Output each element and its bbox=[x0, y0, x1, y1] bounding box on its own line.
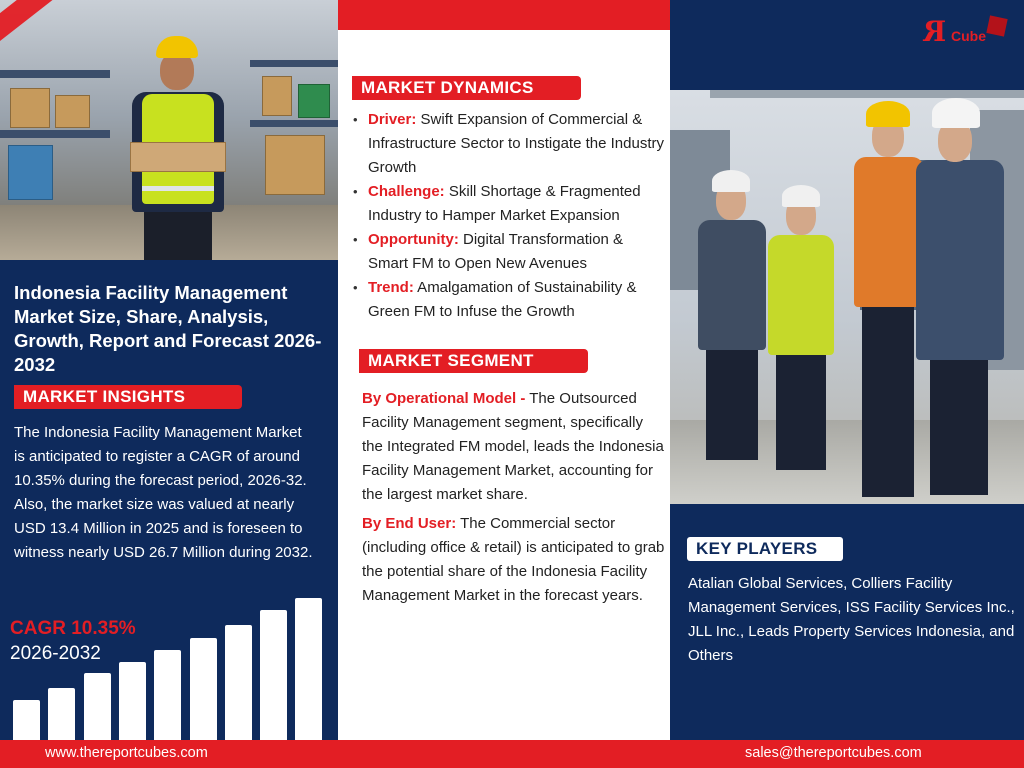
growth-bar-chart bbox=[0, 590, 338, 740]
top-accent-bar bbox=[338, 0, 670, 30]
segment-operational-model: By Operational Model - The Outsourced Facility Management segment, specifically the Integrated FM model, leads the Indonesia Facility Management Market, accounting for the largest market share. bbox=[362, 390, 664, 503]
key-players-text: Atalian Global Services, Colliers Facility Management Services, ISS Facility Services Inc., JLL Inc., Leads Property Services Indonesia, and Others bbox=[688, 575, 1015, 664]
engineer-figure bbox=[762, 175, 842, 475]
email-link[interactable]: sales@thereportcubes.com bbox=[745, 745, 922, 761]
growth-bar bbox=[190, 638, 217, 740]
market-segment-heading: MARKET SEGMENT bbox=[359, 349, 588, 373]
key-players-heading: KEY PLAYERS bbox=[687, 537, 843, 561]
growth-bar bbox=[225, 625, 252, 740]
cagr-value: CAGR 10.35% bbox=[10, 618, 136, 639]
website-link[interactable]: www.thereportcubes.com bbox=[45, 745, 208, 761]
engineer-figure bbox=[692, 160, 772, 470]
growth-bar bbox=[260, 610, 287, 740]
market-insights-heading: MARKET INSIGHTS bbox=[14, 385, 242, 409]
growth-bar bbox=[48, 688, 75, 740]
middle-column bbox=[338, 0, 670, 740]
warehouse-worker-photo bbox=[0, 0, 338, 260]
warehouse-worker bbox=[118, 36, 238, 260]
right-column bbox=[670, 0, 1024, 740]
hard-hat-icon bbox=[156, 36, 198, 58]
market-insights-text: The Indonesia Facility Management Market is anticipated to register a CAGR of around 10.35% during the forecast period, 2026-32. Also, the market size was valued at nearly USD 13.4 Million in 2025 and is foreseen to witness nearly USD 26.7 Million during 2032. bbox=[14, 424, 313, 561]
company-logo: R Cube bbox=[923, 17, 1013, 51]
growth-bar bbox=[154, 650, 181, 740]
dynamics-item-trend: • Trend: Amalgamation of Sustainability & Green FM to Infuse the Growth bbox=[353, 276, 665, 324]
growth-bar bbox=[84, 673, 111, 740]
growth-bar bbox=[13, 700, 40, 740]
growth-bar bbox=[295, 598, 322, 740]
engineers-factory-photo bbox=[670, 90, 1024, 504]
cagr-period: 2026-2032 bbox=[10, 643, 101, 664]
cube-icon bbox=[986, 15, 1007, 36]
market-dynamics-list bbox=[353, 108, 665, 324]
left-column bbox=[0, 0, 338, 740]
dynamics-item-challenge: • Challenge: Skill Shortage & Fragmented Industry to Hamper Market Expansion bbox=[353, 180, 665, 228]
market-dynamics-heading: MARKET DYNAMICS bbox=[352, 76, 581, 100]
engineer-figure bbox=[910, 90, 1010, 500]
dynamics-item-driver: • Driver: Swift Expansion of Commercial & Infrastructure Sector to Instigate the Industry Growth bbox=[353, 108, 665, 180]
growth-bar bbox=[119, 662, 146, 740]
segment-end-user: By End User: The Commercial sector (including office & retail) is anticipated to grab the potential share of the Indonesia Facility Management Market in the forecast years. bbox=[362, 515, 665, 604]
dynamics-item-opportunity: • Opportunity: Digital Transformation & Smart FM to Open New Avenues bbox=[353, 228, 665, 276]
footer-bar bbox=[0, 740, 1024, 768]
carton-box bbox=[130, 142, 226, 172]
report-title: Indonesia Facility Management Market Size, Share, Analysis, Growth, Report and Forecast 2026-2032 bbox=[14, 282, 322, 375]
